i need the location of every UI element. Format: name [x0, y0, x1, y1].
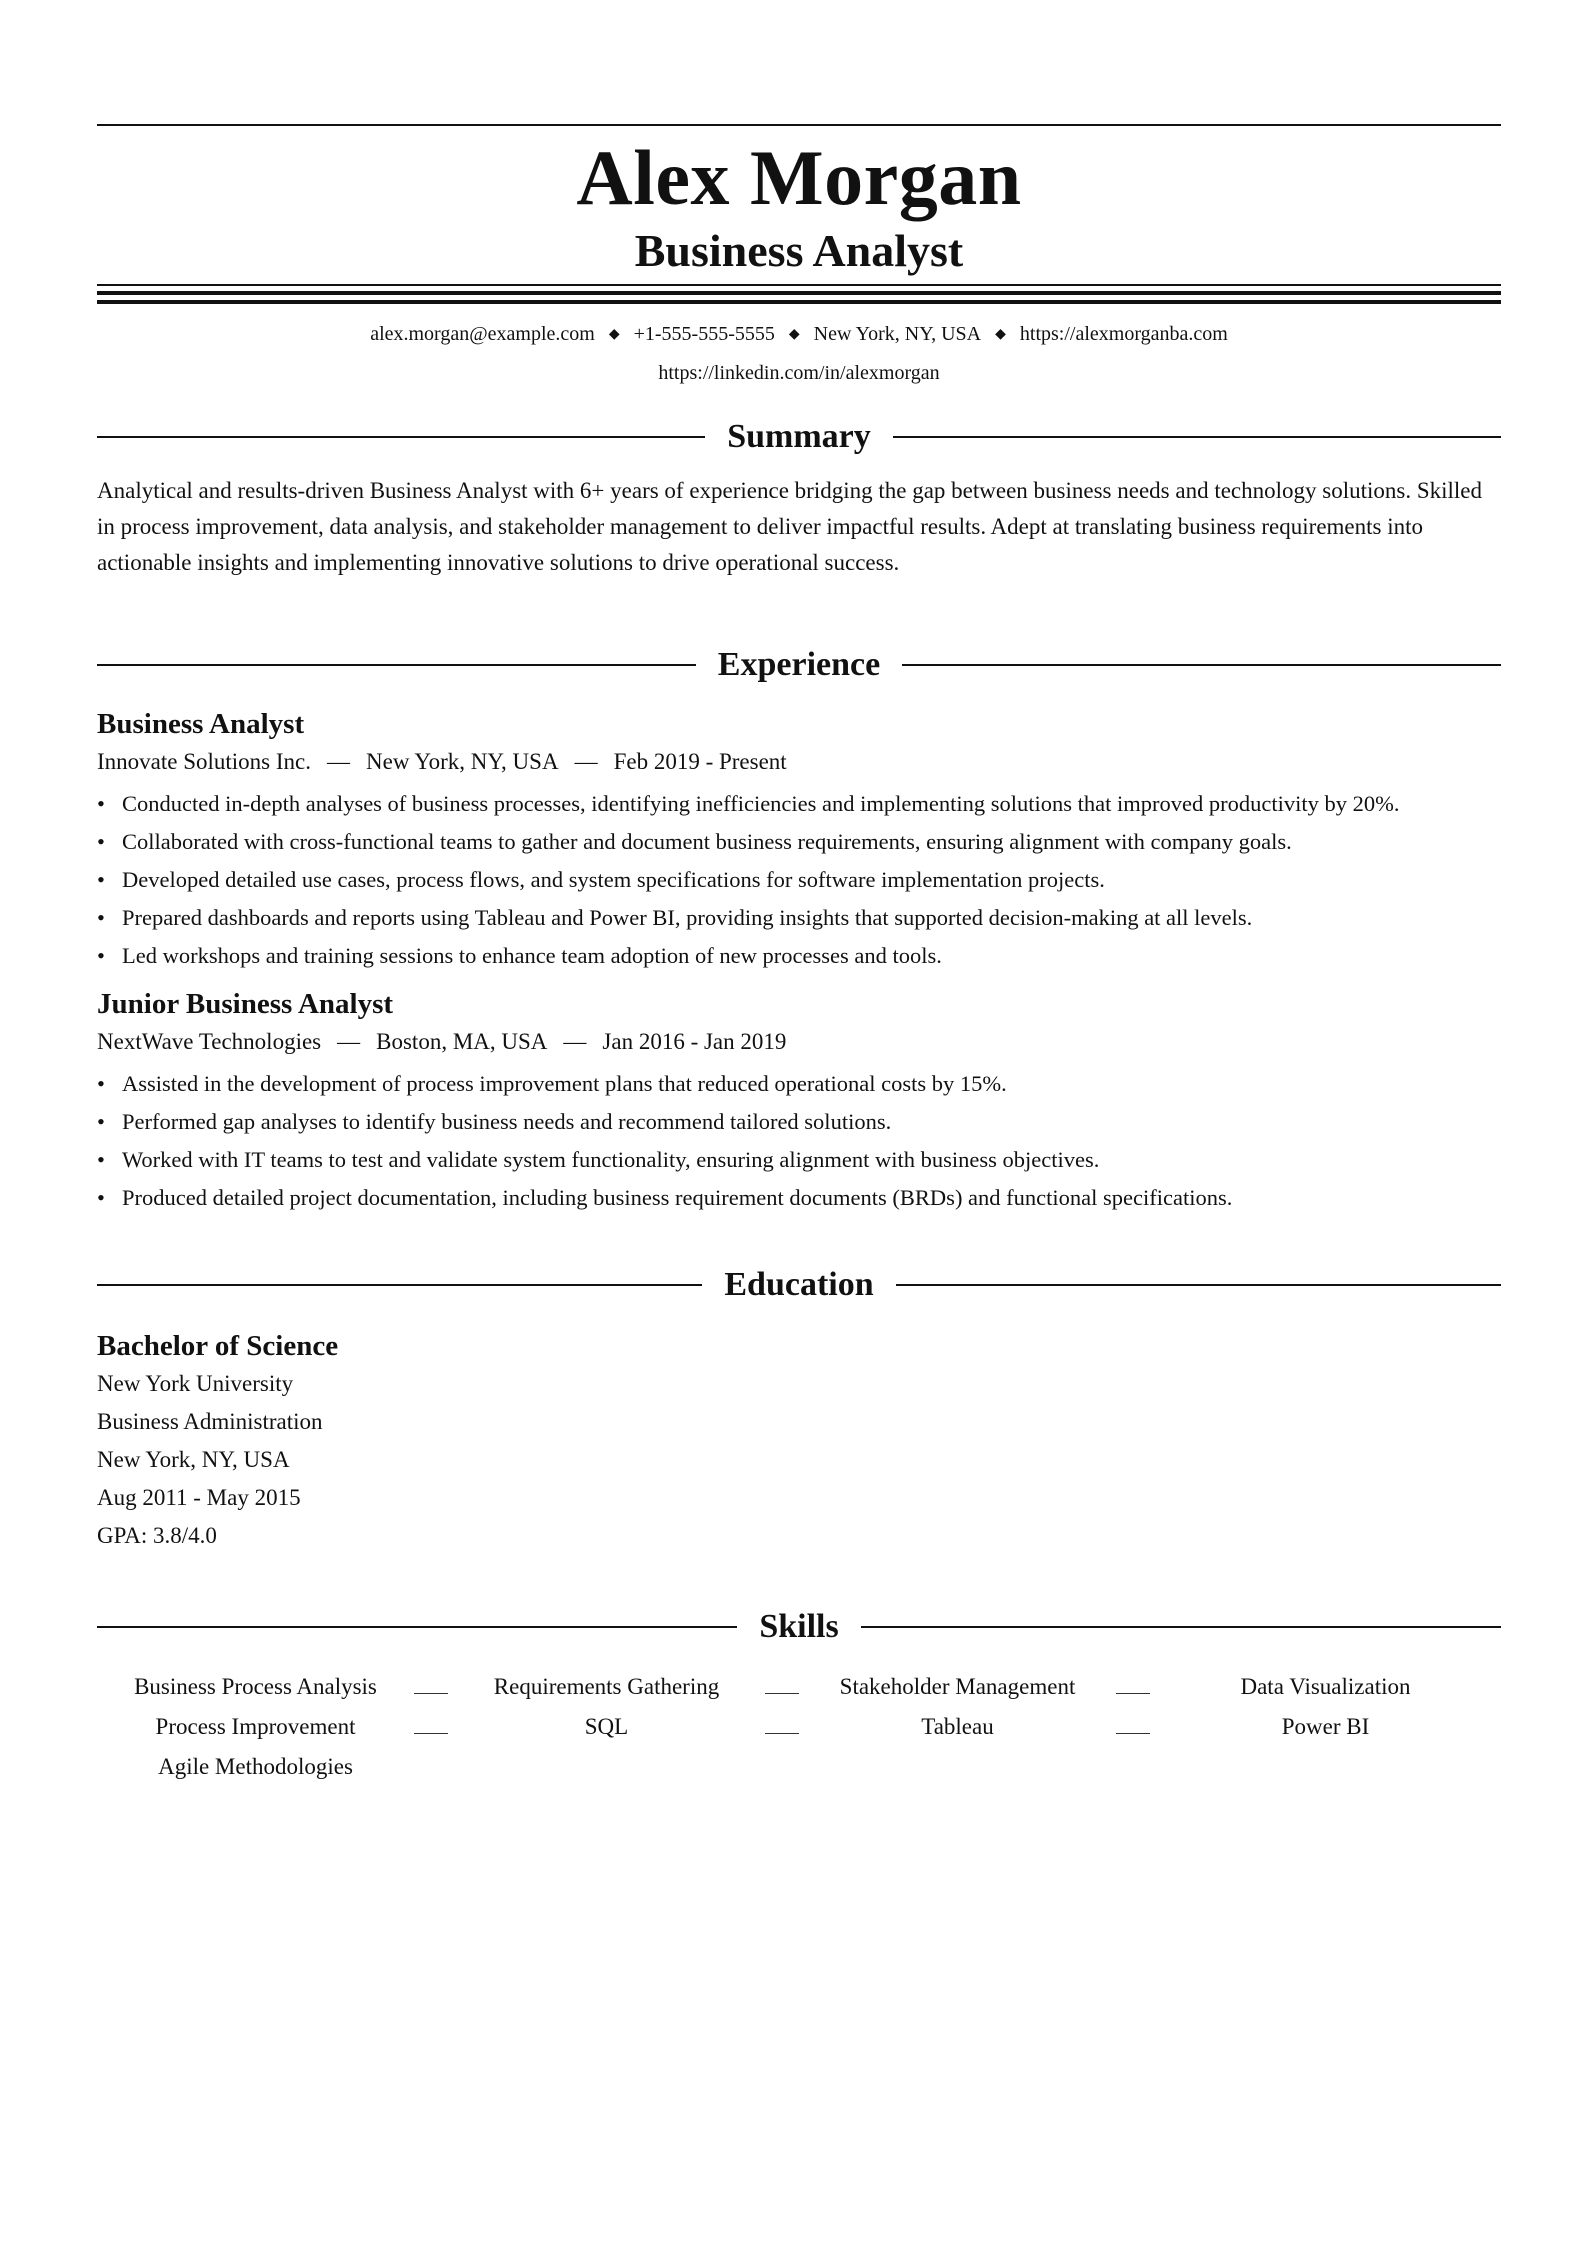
- contact-phone[interactable]: +1-555-555-5555: [633, 323, 775, 345]
- list-item: [97, 1145, 1501, 1175]
- skill-item: [97, 1667, 448, 1707]
- diamond-icon: ◆: [788, 327, 800, 342]
- bullet-icon: •: [97, 1109, 105, 1134]
- heading-rule: [896, 1284, 1501, 1286]
- bullet-icon: •: [97, 1147, 105, 1172]
- skill-text: Power BI: [1281, 1714, 1370, 1739]
- list-item: [97, 1069, 1501, 1099]
- list-item: [97, 865, 1501, 895]
- list-item: [97, 1107, 1501, 1137]
- heading-rule: [861, 1626, 1501, 1628]
- skill-item: [799, 1667, 1150, 1707]
- contact-info: [97, 316, 1501, 391]
- job-entry: [97, 985, 1501, 1213]
- job-bullets: [97, 1069, 1501, 1213]
- bullet-text: Performed gap analyses to identify business needs and recommend tailored solutions.: [122, 1109, 892, 1134]
- section-title: Education: [724, 1266, 874, 1303]
- diamond-icon: ◆: [995, 327, 1006, 342]
- contact-email[interactable]: alex.morgan@example.com: [370, 323, 595, 345]
- header-rules: [97, 284, 1501, 304]
- bullet-icon: •: [97, 1071, 105, 1096]
- skill-item: [448, 1667, 799, 1707]
- education-dates: Aug 2011 - May 2015: [97, 1485, 301, 1510]
- skill-divider: [414, 1733, 448, 1734]
- skill-divider: [414, 1693, 448, 1694]
- bullet-icon: •: [97, 905, 105, 930]
- heading-rule: [97, 1284, 702, 1286]
- list-item: [97, 1183, 1501, 1213]
- resume-content: [97, 124, 1501, 1787]
- job-location: New York, NY, USA: [366, 749, 559, 774]
- job-location: Boston, MA, USA: [376, 1029, 548, 1054]
- skill-text: Agile Methodologies: [158, 1754, 353, 1779]
- job-dates: Feb 2019 - Present: [613, 749, 787, 774]
- skill-text: Tableau: [921, 1714, 994, 1739]
- bullet-text: Prepared dashboards and reports using Tableau and Power BI, providing insights that supported decision-making at all levels.: [122, 905, 1253, 930]
- summary-text: Analytical and results-driven Business Analyst with 6+ years of experience bridging the gap between business needs and technology solutions. Skilled in process improvement, data analysis, and stakeholder management to deliver impactful results. Adept at translating business requirements into actionable insights and implementing innovative solutions to drive operational success.: [97, 478, 1483, 575]
- contact-linkedin[interactable]: https://linkedin.com/in/alexmorgan: [658, 362, 940, 384]
- education-degree: Bachelor of Science: [97, 1330, 339, 1362]
- contact-line: [97, 316, 1501, 355]
- bullet-text: Conducted in-depth analyses of business processes, identifying inefficiencies and implementing solutions that improved productivity by 20%.: [122, 791, 1400, 816]
- bullet-icon: •: [97, 943, 105, 968]
- education-field: Business Administration: [97, 1409, 323, 1434]
- job-company: Innovate Solutions Inc.: [97, 749, 311, 774]
- job-entry: [97, 705, 1501, 971]
- bullet-text: Collaborated with cross-functional teams to gather and document business requirements, ensuring alignment with company goals.: [122, 829, 1292, 854]
- bullet-text: Worked with IT teams to test and validate system functionality, ensuring alignment with business objectives.: [122, 1147, 1100, 1172]
- candidate-title: Business Analyst: [634, 225, 964, 276]
- bullet-icon: •: [97, 1185, 105, 1210]
- top-rule: [97, 124, 1501, 126]
- bullet-text: Led workshops and training sessions to enhance team adoption of new processes and tools.: [122, 943, 942, 968]
- bullet-icon: •: [97, 829, 105, 854]
- meta-dash: —: [563, 1029, 587, 1054]
- skill-item: [1150, 1667, 1501, 1707]
- heading-rule: [902, 664, 1501, 666]
- skill-text: Stakeholder Management: [839, 1674, 1076, 1699]
- list-item: [97, 903, 1501, 933]
- list-item: [97, 827, 1501, 857]
- skill-item: [97, 1747, 448, 1787]
- skill-text: SQL: [584, 1714, 629, 1739]
- list-item: [97, 941, 1501, 971]
- job-meta: [97, 1025, 1501, 1059]
- meta-dash: —: [327, 749, 350, 774]
- skill-divider: [1116, 1733, 1150, 1734]
- heading-rule: [97, 664, 696, 666]
- meta-dash: —: [574, 749, 598, 774]
- skill-item: [97, 1707, 448, 1747]
- list-item: [97, 789, 1501, 819]
- job-dates: Jan 2016 - Jan 2019: [602, 1029, 787, 1054]
- skill-divider: [765, 1693, 799, 1694]
- job-meta: [97, 745, 1501, 779]
- education-location: New York, NY, USA: [97, 1447, 290, 1472]
- header-rule-thick: [97, 300, 1501, 304]
- education-gpa: GPA: 3.8/4.0: [97, 1523, 217, 1548]
- job-title: Business Analyst: [97, 708, 305, 740]
- skill-item: [1150, 1707, 1501, 1747]
- job-company: NextWave Technologies: [97, 1029, 322, 1054]
- skills-grid: [97, 1667, 1501, 1787]
- skill-divider: [765, 1733, 799, 1734]
- skill-divider: [1116, 1693, 1150, 1694]
- bullet-icon: •: [97, 791, 105, 816]
- header-rule-thick: [97, 291, 1501, 295]
- skill-item: [799, 1707, 1150, 1747]
- section-heading-skills: [97, 1605, 1501, 1649]
- contact-location: New York, NY, USA: [813, 323, 982, 345]
- section-title: Experience: [717, 646, 881, 683]
- skill-text: Business Process Analysis: [134, 1674, 377, 1699]
- contact-website[interactable]: https://alexmorganba.com: [1019, 323, 1228, 345]
- skill-text: Requirements Gathering: [493, 1674, 720, 1699]
- job-title: Junior Business Analyst: [97, 988, 394, 1020]
- job-bullets: [97, 789, 1501, 971]
- meta-dash: —: [337, 1029, 361, 1054]
- heading-rule: [97, 436, 705, 438]
- skill-text: Process Improvement: [155, 1714, 356, 1739]
- section-heading-education: [97, 1263, 1501, 1307]
- candidate-name: Alex Morgan: [576, 134, 1022, 221]
- education-school: New York University: [97, 1371, 294, 1396]
- heading-rule: [97, 1626, 737, 1628]
- section-title: Skills: [759, 1608, 839, 1645]
- bullet-text: Developed detailed use cases, process flows, and system specifications for software implementation projects.: [122, 867, 1105, 892]
- bullet-text: Assisted in the development of process improvement plans that reduced operational costs by 15%.: [122, 1071, 1007, 1096]
- heading-rule: [893, 436, 1501, 438]
- section-title: Summary: [727, 418, 871, 455]
- skill-text: Data Visualization: [1240, 1674, 1411, 1699]
- bullet-icon: •: [97, 867, 105, 892]
- diamond-icon: ◆: [608, 327, 620, 342]
- education-entry: [97, 1327, 1501, 1555]
- bullet-text: Produced detailed project documentation, including business requirement documents (BRDs) and functional specifications.: [122, 1185, 1233, 1210]
- section-heading-summary: [97, 415, 1501, 459]
- header-rule-thin: [97, 284, 1501, 286]
- section-heading-experience: [97, 643, 1501, 687]
- skill-item: [448, 1707, 799, 1747]
